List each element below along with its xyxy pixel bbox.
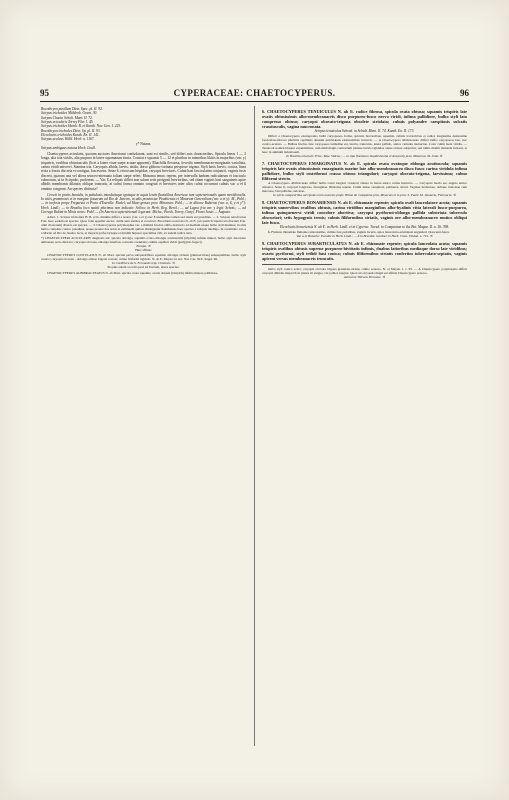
left-column-paragraph: *) CHAETOCYPERI ACICULARIS diagnosis est: spicula oblonga, squamis ovato-oblongis acutiusculis (tripiriis) infima mineri, bulbo styli discoideo umbonato recta discreto; caryopsi obovato-oblonga lateribus convexis costulatis; culmis capillari viridi (perigynio fugaci). <box>41 236 246 244</box>
page-number-left: 95 <box>40 88 49 98</box>
running-title: CYPERACEAE: CHAETOCYPERUS. <box>173 88 336 98</box>
left-column-paragraph: Eleocharis trichoides Kunth. En. II. 141. <box>41 133 100 138</box>
left-column-paragraph: Bocothryon trichodes Dietr. Sp. pl. II. 93. <box>41 128 101 133</box>
left-column-paragraph: Scirpus trichoides Humb. B. et Kunth. Nov. Gen. I. 225. <box>41 124 121 129</box>
right-column-paragraph: Var. a in Bonaria: Tweedie in Herb. Lindl.; — ß in Brasilia: Gardner in Herb. Class. Vindob. n. 719. ♃ <box>296 233 433 238</box>
right-column-paragraph: In Brasilia orientali: Princ. Max. Videns.; — in ripa fluminum Jequitinhonha et Araçuahy prov. Minarum: M. Julio. ⊙ <box>286 153 443 158</box>
left-column-paragraph: Scirpus Chaeta Schult. Mant. II. 72. <box>41 115 93 120</box>
right-column <box>262 107 467 747</box>
left-column-paragraph: y* Natans. <box>135 141 152 146</box>
left-column-paragraph: Scirpus trichoides Mühlenb. Gram. 30. <box>41 111 98 116</box>
page-number-right: 96 <box>460 88 469 98</box>
right-column-paragraph: 6. CHAETOCYPERUS TENUICULUS N. ab E. radice fibrosa, spicula ovata obtusa; squamis trispiris late ovatis obtusissimis albo-membranaceis disco purpureo-fusco nervo viridi, infima pallidiore, bulbo styli lato compresso obtuso; caryopsi obovato-trigona obsolete striolata; culmis polyandre caespitosis sulcatis crassiusculis, vagina mucronata. <box>262 109 467 129</box>
left-column-paragraph: CHAETOCYPERUS ALBIBRACTEATUS N. ab Mart. spicula ovata squamis, ovatis obtusis (triripiris) infima minore pallidiore, <box>47 270 218 275</box>
right-column-paragraph: 9. CHAETOCYPERUS SUBARTICULATUS N. ab E. rhizomate repente; spicula lanceolata acuta; squamis trispiris ovalibus obtusis superne purpureo-bivittatis infimis, duabus latioribus medioque dorso late viridibus; ovario pyriformi, styli trifidi basi conica; culmis filiformibus striatis confertim tuberculato-septatis, vaginis apicem versus membranaceis truncatis. <box>262 240 467 261</box>
left-column-paragraph: In Cordillera de S. Fernando reip. Chilensis. ♃ <box>112 261 175 266</box>
left-column-paragraph: Propius autem accedit quod ad fructum, altera species: <box>107 265 180 270</box>
left-column-paragraph: Bocothryon pusillum Dietr. Spec. pl. II. 92. <box>41 107 103 111</box>
right-column-paragraph: Eleocharis bonariensis N. ab E. in Herb. Lindl. et in Cyperac. Twesd. in Companion to the Bot. Magaz. II. n. 16. 398. <box>279 224 450 229</box>
left-column-paragraph: Scirpus ambiguus natans Herb. Lindl. <box>41 146 96 151</box>
left-column <box>41 107 246 747</box>
header-rule <box>40 101 469 102</box>
right-column-paragraph: In sylvis campestribus ad ripulas locis uvaresis prope Villam de Campanha prov. Minarum et in prov. S. Pauli: M. Januario, Februario. ♃ <box>273 192 456 197</box>
left-column-paragraph: CHAETOCYPERUS COSTULATUS N. ab Mart. spicula parva subquadriflora squamis oblongis obtusis (plurinervibus) subaequalibus, bulbo styli conico; caryopsi obovato - oblonga obtuse trigona costata; culmo filiformi rigidulo. N. ab E. Meyen. in Act. Nat. Cur. XIX. Suppl. 96. <box>41 253 246 262</box>
left-column-paragraph: Scirpus aculeus Willd. Herb. n. 1167. <box>41 137 95 142</box>
right-column-paragraph: 8. CHAETOCYPERUS BONARIENSIS N. ab E. rhizomate repente; spicula ovali lanceolatave acuta; squamis trispiris unnervibus ovalibus obtusis, carina viridibus marginibus albo-hyalinis vitta laterali fusco-purpurea, infima quinquenervi viridi concolore abortiva; caryopsi pyriformi-oblonga pallida substriata tuberculo obscuriori; setis hypogynis ternis; culmis filiformibus striatis, vaginis ore albo-membranaceo mutico obliqui late fusco. <box>262 199 467 225</box>
left-column-paragraph: Adnot. 1. Scirpus trichoides H. B. et K. minime differt a nostro (var. a et y) nec 8 staminibus tamen sed ternis est praeditus. — 2. Scirpus retrofractus Poir. haec eadem est species. Quae folia appellat auctor, culmi sunt steriles et recurvati. Eleocharis recurvata N. ab E. (ad quam Scirpum retrofractum Poir. olim citaveram) diversa est species. — 3. Chaetocyperus polymorphus var. a minima fructus oblito destructo ad medium usque bulbo styli munitus; in aliis bulbo complete conico praeditus, neque praeter has notas et exilitatem quibus distinguatur Kunthianas haec species a reliquis intelligo. In consiliatio var. a a Martio ad Rio de Janeiro lecta, et majoris perfectorisque et minimi hujusce specimina vidi, ex eadem radice nata. <box>41 214 246 235</box>
left-column-paragraph: Scirpus acicularis Torrey Flor. I. 45. <box>41 120 94 125</box>
right-column-paragraph: Ad locum Titicaca Peruviae. ♃ <box>343 274 386 279</box>
right-column-paragraph: A Chaetocypero albibracteato differt bulbo rostri longiori crassiori obtuso in latere antico carina instructo. — Caryopsis laevis est, angulo antico obtusior. Setae 6, caryopsi longiores, ferruginae. Rhizoma repens. Culmi dense caespitosi, palmares, striati. Vaginae herbaceae, oblique truncatae cum mucrone, basi pallidae, sulcatae. <box>262 181 467 193</box>
left-column-paragraph: Chaetocyperos acicularis, quorum auctores Americani confudarunt, sunt est similis, sed differt suis characteribus. Spicula lineas 1 — 2 longa, alia tota viridis, alia purpura in latere squamarum tincta. Constat e squamis 5 — 12 et pluribus in minoribus likitis in majoribus (var. y) triquetris, ovalibus obtusiusculis (licet a latere visae saepe acutae apparent). Rhachilla flexuosa, foveolis membranaceo-marginatis varioliata, carina viridi univervi. Stamina tria. Caryopsis albida, laevis, nitida, dorso gibboso-carinata perspicue trigona. Styli basis brevis, conica, linea recta a fructu discreta et contigua, fuscescens. Setae 6, retrorsum hispidae, caryopsi breviores. Culmi basi fasciculatim conjuncti, vaginis fusis discreti, quarum una vel altera setaceo-attenuata foliam saepe refert. Rhizoma tenue, repens, per intervalla barbam radicularum et fasciculo culmorum, ut in Scirpidio, proferens. — Var. ß a reliquis differt non solum setis perigynii brevioribus, sed etiam vaginis basi sanguineis apice albidis membranis dilatatis oblique truncatis, at culmi forma omnino congruit et breviores inter alios culmi occurrunt culmis var. a et ß omnino congrunt. An species distincta? <box>41 151 246 191</box>
page-header <box>40 86 469 100</box>
right-column-paragraph <box>262 264 332 265</box>
right-column-paragraph: Scirpus tenuiculus Schrad. in Schult. Mant. II. 74. Kunth. En. II. 173. <box>314 129 415 133</box>
left-column-paragraph: Europa. ♃ <box>136 243 151 248</box>
right-column-paragraph: 7. CHAETOCYPERUS EMARGINATUS N. ab E. spicula ovata ovatoque oblonga acutiuscula; squamis trispiris late ovatis obtusissimis emarginatis marine late albo-membranaceo disco fusco carina viridula infima pallidiore, bulbo styli rostriformi crasso obtuso triangulari; caryopsi obovato-trigona, laevissima; culmo filiformi stricto. <box>262 160 467 181</box>
right-column-paragraph: ß. Fluitans rhizomate fluitante ramosissimo, culmis fere pedalibus, vaginis laceris, spica lanceolato-acuminata angustiori virescenti-fusca. <box>268 229 450 234</box>
left-column-paragraph: Crescit in pratis humidis, in paludosis inundatisque ignisque in aquis lentis fluvialibus Americae tam septentrionalis quam meridionalis. In sitiis graminosis et in margine fossarum ad Rio de Janeiro, in udis prouinciae Pisubiensis et Minarum Generalium (var. a et y): M., Pohl.; — in turfosis prope Freguesia et Porto d'Estrella: Riedel; ad Mato grosso prov. Minarum: Pohl.; — in ditione Bahiensi (var. a, ß, y et y*): Herb. Lindl.; — in Brasilia loco natali plurimus non indicato: Sellow. in Herb. Reg. Berol.; — ad Lagoa fria var. y legit: Schott.; — ad Corrego Rubim in Minis novis: Pohl. — (In America septentrionali legerunt: Michx., Pursh, Torrey, Gray). Floret Junio — Augusto. <box>41 192 246 214</box>
right-column-paragraph: bulbo styli conico acuto; caryopsi obovata trigona granulato-striata; culmo setaceo. N. et Meyen. l. c. 95. — A Chaetocypero polymorpho differt caryopsi dimidio majori licet planta sit exigua, vix pollice longior. Quod ad caryopsis magis est affinis Chaetocypero setaceo. <box>262 266 467 275</box>
right-column-paragraph: Differt a Chaetocypero exutrepranto bulbi caryopsoeo forma, spiculis brevioribus, squamis, culmis traviorirbus et radice longissima densissime fasciculato-fibrosa plurimis capillaris densum pulvinatum exstruentibus incurvis. — A Chaetocypero albibracteato differt bulbo caryopseos lato, nec conico-acutato. — Bulbus fructus fere caryopseos latitudine est, brevis, truncatus, latere pallido, antice carinula instructus. Color culmi laete viridis. — Tenuicoli nomen hbsater expuniximus, cum nihil magis contrarium plantae brevis rigidulae atque obesae adspectui, sed nimis malim mutanda fuisseri, si haec in animum induxissem. <box>262 133 467 154</box>
column-divider <box>254 106 255 746</box>
left-column-paragraph: Huic affinis: <box>135 247 152 252</box>
